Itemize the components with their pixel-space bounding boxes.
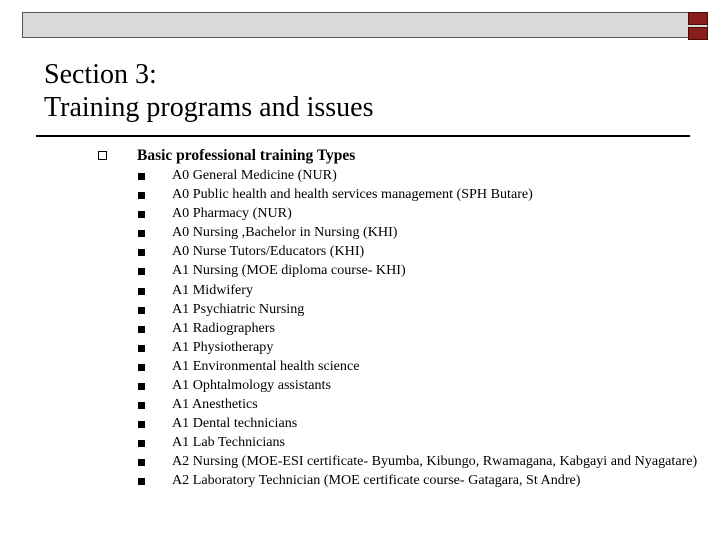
square-bullet-icon — [138, 478, 145, 485]
square-bullet-icon — [138, 440, 145, 447]
square-bullet-icon — [138, 459, 145, 466]
square-bullet-icon — [138, 364, 145, 371]
list-item: A0 Pharmacy (NUR) — [138, 204, 708, 223]
title-line-1: Section 3: — [44, 59, 157, 90]
list-item: A1 Ophtalmology assistants — [138, 376, 708, 395]
hollow-square-bullet-icon — [98, 151, 107, 160]
list-item: A1 Nursing (MOE diploma course- KHI) — [138, 261, 708, 280]
square-bullet-icon — [138, 249, 145, 256]
list-item: A0 General Medicine (NUR) — [138, 166, 708, 185]
accent-square-bottom — [688, 27, 708, 40]
square-bullet-icon — [138, 230, 145, 237]
square-bullet-icon — [138, 345, 145, 352]
square-bullet-icon — [138, 192, 145, 199]
square-bullet-icon — [138, 383, 145, 390]
square-bullet-icon — [138, 402, 145, 409]
accent-square-top — [688, 12, 708, 25]
list-item: A1 Lab Technicians — [138, 433, 708, 452]
list-item: A0 Public health and health services management (SPH Butare) — [138, 185, 708, 204]
square-bullet-icon — [138, 288, 145, 295]
section-heading: Basic professional training Types — [137, 147, 356, 164]
list-item: A1 Physiotherapy — [138, 338, 708, 357]
title-line-2: Training programs and issues — [44, 92, 374, 123]
list-item: A1 Anesthetics — [138, 395, 708, 414]
square-bullet-icon — [138, 173, 145, 180]
list-item: A1 Dental technicians — [138, 414, 708, 433]
list-item: A1 Environmental health science — [138, 357, 708, 376]
title-divider — [36, 135, 690, 137]
square-bullet-icon — [138, 421, 145, 428]
list-item: A0 Nurse Tutors/Educators (KHI) — [138, 242, 708, 261]
list-item: A1 Psychiatric Nursing — [138, 300, 708, 319]
list-item: A0 Nursing ,Bachelor in Nursing (KHI) — [138, 223, 708, 242]
square-bullet-icon — [138, 268, 145, 275]
list-item: A2 Laboratory Technician (MOE certificate course- Gatagara, St Andre) — [138, 471, 708, 490]
square-bullet-icon — [138, 307, 145, 314]
square-bullet-icon — [138, 211, 145, 218]
list-item: A1 Radiographers — [138, 319, 708, 338]
list-item: A2 Nursing (MOE-ESI certificate- Byumba, Kibungo, Rwamagana, Kabgayi and Nyagatare) — [138, 452, 708, 471]
list-item: A1 Midwifery — [138, 281, 708, 300]
header-bar — [22, 12, 708, 38]
training-types-list — [138, 166, 708, 491]
square-bullet-icon — [138, 326, 145, 333]
slide-title — [44, 58, 374, 124]
